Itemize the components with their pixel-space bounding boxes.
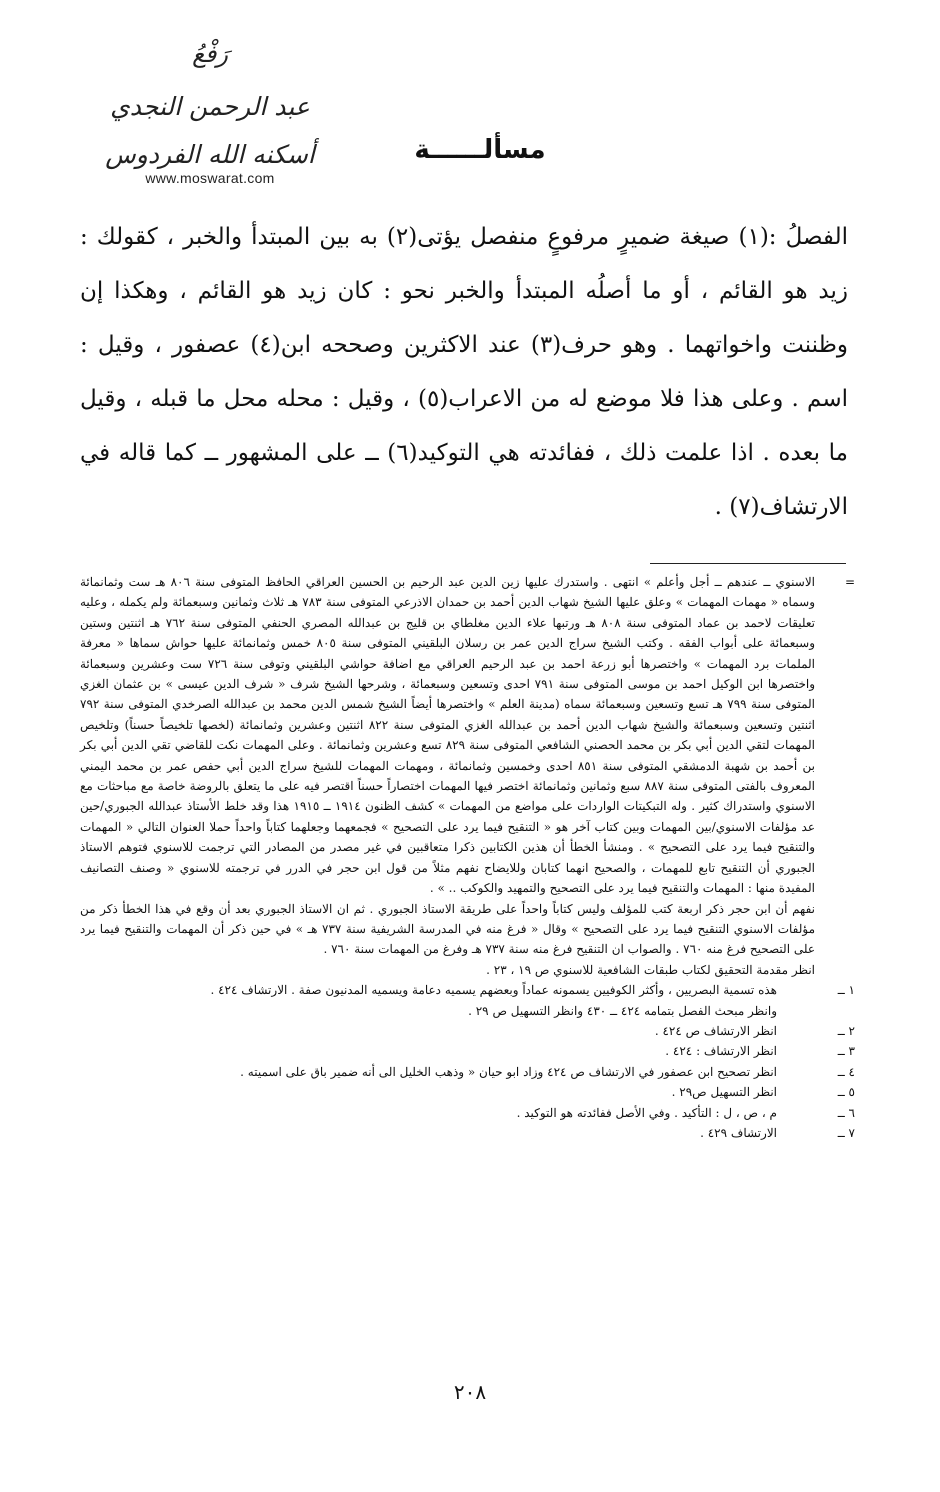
footnote-item bbox=[80, 1103, 855, 1123]
footnote-item bbox=[80, 980, 855, 1000]
footnote-text: انظر الارتشاف ص ٤٢٤ . bbox=[654, 1023, 777, 1038]
footnote-number: ٣ ــ bbox=[837, 1044, 855, 1059]
main-paragraph: الفصلُ :(١) صيغة ضميرٍ مرفوعٍ منفصل يؤتى(٢) به بين المبتدأ والخبر ، كقولك : زيد هو القائم ، أو ما أصلُه المبتدأ والخبر نحو : كان زيد هو القائم ، وهكذا إن وظننت واخواتهما . وهو حرف(٣) عند الاكثرين وصححه ابن(٤) عصفور ، وقيل : اسم . وعلى هذا فلا موضع له من الاعراب(٥) ، وقيل : محله محل ما قبله ، وقيل ما بعده . اذا علمت ذلك ، ففائدته هي التوكيد(٦) ــ على المشهور ــ كما قاله في الارتشاف(٧) . bbox=[80, 224, 848, 520]
ownership-stamp bbox=[95, 30, 325, 190]
stamp-line-1: رَفْعُ bbox=[192, 40, 228, 68]
footnote-text: انظر الارتشاف : ٤٢٤ . bbox=[665, 1044, 777, 1059]
footnote-number: ٥ ــ bbox=[837, 1085, 855, 1100]
continuation-text: الاسنوي ــ عندهم ــ أجل وأعلم » انتهى . واستدرك عليها زين الدين عبد الرحيم بن الحسين العراقي الحافظ المتوفى سنة ٨٠٦ هـ ست وثمانمائة وسماه « مهمات المهمات » وعلق عليها الشيخ شهاب الدين أحمد بن حمدان الاذرعي المتوفى سنة ٧٨٣ هـ ثلاث وثمانين وسبعمائة ولم يكمله ، وعليه تعليقات لاحمد بن عماد المتوفى سنة ٨٠٨ هـ ورتبها علاء الدين مغلطاي بن قليج بن عبدالله المصري الحنفي المتوفى سنة ٧٦٢ هـ اثنتين وستين وسبعمائة على أبواب الفقه . وكتب الشيخ سراج الدين عمر بن رسلان البلقيني المتوفى سنة ٨٠٥ خمس وثمانمائة عليها حواش سماها « معرفة الملمات برد المهمات » واختصرها أبو زرعة احمد بن عبد الرحيم العراقي مع اضافة حواشي البلقيني وتوفى سنة ٧٢٦ ست وعشرين وسبعمائة واختصرها ابن الوكيل احمد بن موسى المتوفى سنة ٧٩١ احدى وتسعين وسبعمائة ، وشرحها الشيخ شرف « شرف الدين عيسى » بن عثمان الغزي المتوفى سنة ٧٩٩ هـ تسع وتسعين وسبعمائة سماه (مدينة العلم » واختصرها أيضاً الشيخ شمس الدين محمد بن عبدالله الصرخدي المتوفى سنة ٧٩٢ اثنتين وتسعين وسبعمائة والشيخ شهاب الدين أحمد بن عبدالله الغزي المتوفى سنة ٨٢٢ اثنتين وعشرين وثمانمائة (لخصها تلخيصاً حسناً) وتلخيص المهمات لتقي الدين أبي بكر بن محمد الحصني الشافعي المتوفى سنة ٨٢٩ تسع وعشرين وثمانمائة . وعلى المهمات نكت للقاضي تقي الدين أبي بكر بن أحمد بن شهبة الدمشقي المتوفى سنة ٨٥١ احدى وخمسين وثمانمائة ، ومهمات المهمات للشيخ سراج الدين أبي حفص عمر بن محمد اليمني المعروف بالفتى المتوفى سنة ٨٨٧ سبع وثمانين وثمانمائة اختصر فيها المهمات اختصاراً حسناً اقتصر فيه على ما يتعلق بالروضة خاصة مع مباحثات مع الاسنوي واستدراك كثير . وله التبكيتات الواردات على مواضع من المهمات » كشف الظنون ١٩١٤ ــ ١٩١٥ هذا وقد خلط الأستاذ عبدالله الجبوري/حين عد مؤلفات الاسنوي/بين المهمات وبين كتاب آخر هو « التنقيح فيما يرد على التصحيح » فجمعهما وجعلهما كتاباً واحداً حملا العنوان التالي « المهمات والتنقيح فيما يرد على التصحيح » . ومنشأ الخطأ أن هذين الكتابين ذكرا متعاقبين في غير مصدر من المصادر التي ترجمت للاسنوي فتوهم الاستاذ الجبوري أن التنقيح تابع للمهمات ، والصحيح انهما كتابان وللايضاح نفهم مثلاً من قول ابن حجر في الدرر في ترجمته للاسنوي « وصنف التصانيف المفيدة منها : المهمات والتنقيح فيما يرد على التصحيح والتمهيد والكوكب .. » . bbox=[80, 575, 816, 896]
footnote-number: ٢ ــ bbox=[837, 1023, 855, 1038]
footnote-item bbox=[80, 1123, 855, 1143]
footnote-number: ١ ــ bbox=[837, 983, 855, 998]
footnote-subline: وانظر مبحث الفصل بتمامه ٤٢٤ ــ ٤٣٠ وانظر التسهيل ص ٢٩ . bbox=[468, 1003, 777, 1018]
main-text bbox=[80, 210, 848, 534]
website-url: www.moswarat.com bbox=[145, 170, 275, 186]
footnote-text: انظر تصحيح ابن عصفور في الارتشاف ص ٤٢٤ وزاد ابو حيان « وذهب الخليل الى أنه ضمير باق على اسميته . bbox=[240, 1064, 777, 1079]
footnote-paragraph-2: نفهم أن ابن حجر ذكر اربعة كتب للمؤلف وليس كتاباً واحداً على طريقة الاستاذ الجبوري . ثم ان الاستاذ الجبوري بعد أن وقع في هذا الخطأ ذكر من مؤلفات الاسنوي التنقيح فيما يرد على التصحيح » وقال « فرغ منه في المدرسة الشريفية سنة ٧٣٧ هـ » في حين ذكر أن المهمات والتنقيح فيما يرد على التصحيح فرغ منه ٧٦٠ . والصواب ان التنقيح فرغ منه سنة ٧٣٧ هـ وفرغ من المهمات سنة ٧٦٠ . bbox=[80, 901, 816, 957]
footnote-separator bbox=[650, 563, 846, 564]
footnote-text: م ، ص ، ل : التأكيد . وفي الأصل ففائدته هو التوكيد . bbox=[516, 1105, 777, 1120]
continuation-mark: = bbox=[844, 575, 855, 589]
footnote-text: انظر التسهيل ص٢٩ . bbox=[671, 1085, 777, 1100]
footnote-text: هذه تسمية البصريين ، وأكثر الكوفيين يسمونه عماداً وبعضهم يسميه دعامة ويسميه المدنيون صفة . الارتشاف ٤٢٤ . bbox=[210, 983, 777, 998]
footnote-number: ٧ ــ bbox=[837, 1125, 855, 1140]
footnote-paragraph-3: انظر مقدمة التحقيق لكتاب طبقات الشافعية للاسنوي ص ١٩ ، ٢٣ . bbox=[486, 962, 815, 977]
section-title: مسألــــــة bbox=[414, 135, 546, 165]
stamp-line-2: عبد الرحمن النجدي bbox=[110, 92, 310, 121]
footnote-item bbox=[80, 1062, 855, 1082]
footnote-item bbox=[80, 1082, 855, 1102]
stamp-line-3: أسكنه الله الفردوس bbox=[105, 140, 315, 169]
footnote-item bbox=[80, 1021, 855, 1041]
footnote-continuation bbox=[80, 572, 855, 899]
footnote-text: الارتشاف ٤٢٩ . bbox=[700, 1125, 777, 1140]
page-number: ٢٠٨ bbox=[453, 1380, 487, 1404]
footnote-number: ٦ ــ bbox=[837, 1105, 855, 1120]
footnote-number: ٤ ــ bbox=[837, 1064, 855, 1079]
footnote-item bbox=[80, 1041, 855, 1061]
footnotes bbox=[80, 572, 855, 1143]
